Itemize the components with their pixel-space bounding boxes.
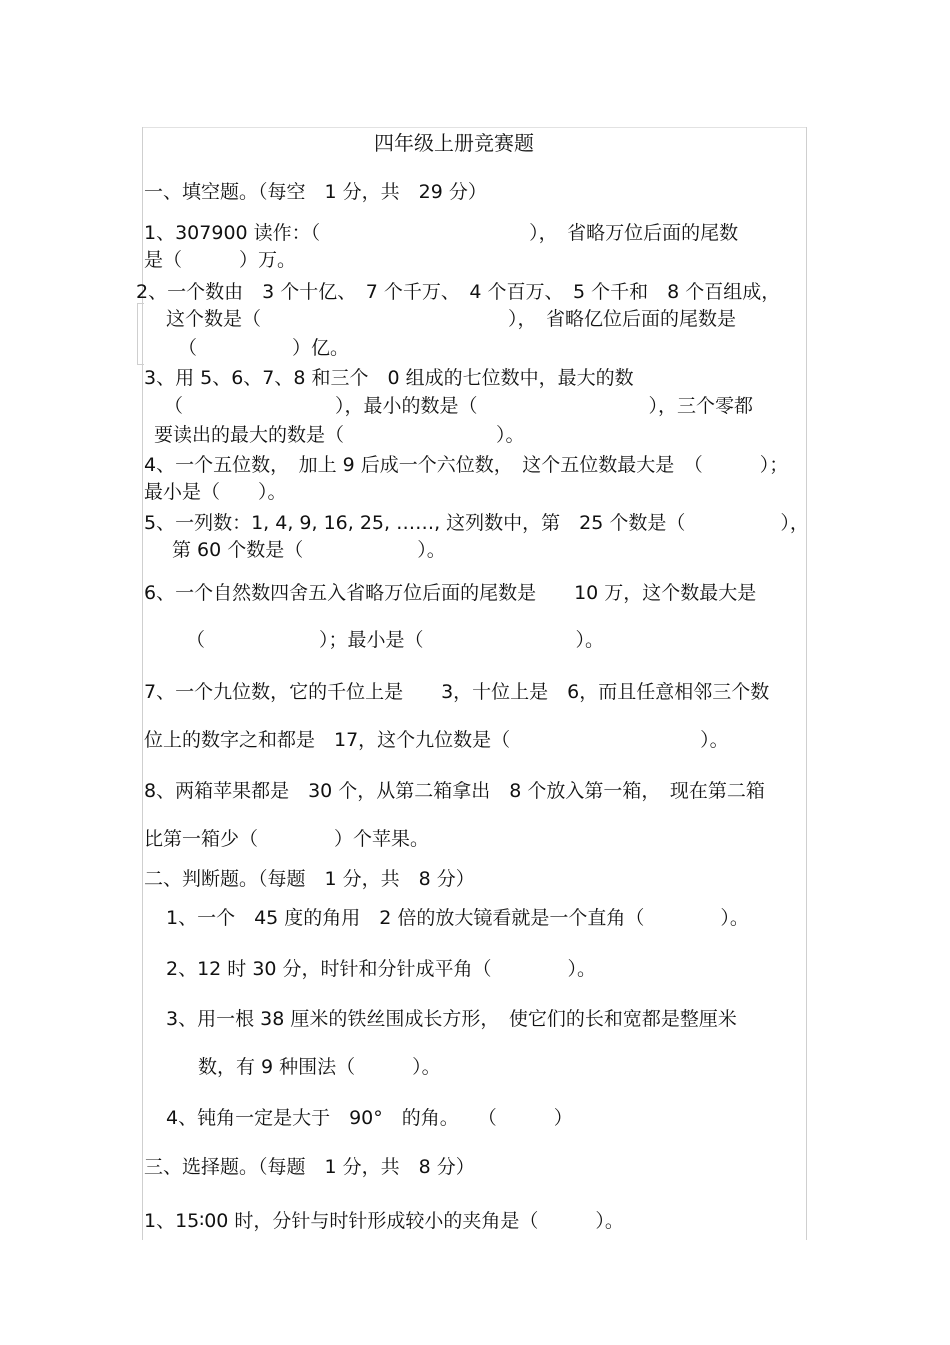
question-1-2-line-3: （ ）亿。 <box>178 337 350 359</box>
question-1-6-line-1: 6、一个自然数四舍五入省略万位后面的尾数是 10 万，这个数最大是 <box>144 582 757 604</box>
question-2-4: 4、钝角一定是大于 90° 的角。 （ ） <box>166 1107 573 1129</box>
question-1-2-line-2: 这个数是（ ）， 省略亿位后面的尾数是 <box>166 308 737 330</box>
section-2-heading: 二、判断题。（每题 1 分，共 8 分） <box>144 868 475 890</box>
question-1-7-line-2: 位上的数字之和都是 17，这个九位数是（ ）。 <box>144 729 729 751</box>
section-3-heading: 三、选择题。（每题 1 分，共 8 分） <box>144 1156 475 1178</box>
question-2-3-line-2: 数，有 9 种围法（ ）。 <box>198 1056 441 1078</box>
section-1-heading: 一、填空题。（每空 1 分，共 29 分） <box>144 181 487 203</box>
question-2-1: 1、一个 45 度的角用 2 倍的放大镜看就是一个直角（ ）。 <box>166 907 749 929</box>
question-1-3-line-2: （ ），最小的数是（ ），三个零都 <box>164 395 754 417</box>
question-1-5-line-2: 第 60 个数是（ ）。 <box>172 539 446 561</box>
question-1-5-line-1: 5、一列数：1, 4, 9, 16, 25, ……, 这列数中，第 25 个数是（ ）， <box>144 512 809 534</box>
page-frame-top-border <box>142 127 807 128</box>
question-1-1-line-2: 是（ ）万。 <box>144 249 297 271</box>
document-title: 四年级上册竞赛题 <box>374 131 534 155</box>
question-1-8-line-2: 比第一箱少（ ）个苹果。 <box>144 828 430 850</box>
question-1-3-line-1: 3、用 5、6、7、8 和三个 0 组成的七位数中，最大的数 <box>144 367 634 389</box>
question-2-3-line-1: 3、用一根 38 厘米的铁丝围成长方形， 使它们的长和宽都是整厘米 <box>166 1008 737 1030</box>
question-1-2-line-1: 2、一个数由 3 个十亿、 7 个千万、 4 个百万、 5 个千和 8 个百组成， <box>136 281 781 303</box>
question-1-7-line-1: 7、一个九位数，它的千位上是 3，十位上是 6，而且任意相邻三个数 <box>144 681 770 703</box>
question-2-2: 2、12 时 30 分，时针和分针成平角（ ）。 <box>166 958 597 980</box>
question-1-6-line-2: （ ）；最小是（ ）。 <box>186 629 605 651</box>
question-3-1: 1、15∶00 时，分针与时针形成较小的夹角是（ ）。 <box>144 1210 624 1232</box>
question-1-8-line-1: 8、两箱苹果都是 30 个，从第二箱拿出 8 个放入第一箱， 现在第二箱 <box>144 780 765 802</box>
question-1-4-line-2: 最小是（ ）。 <box>144 481 287 503</box>
question-1-1-line-1: 1、307900 读作：（ ）， 省略万位后面的尾数 <box>144 222 739 244</box>
page-frame-bracket-mark <box>137 303 144 365</box>
page-frame-right-border <box>806 127 807 1240</box>
question-1-3-line-3: 要读出的最大的数是（ ）。 <box>154 424 525 446</box>
question-1-4-line-1: 4、一个五位数， 加上 9 后成一个六位数， 这个五位数最大是 （ ）； <box>144 454 789 476</box>
